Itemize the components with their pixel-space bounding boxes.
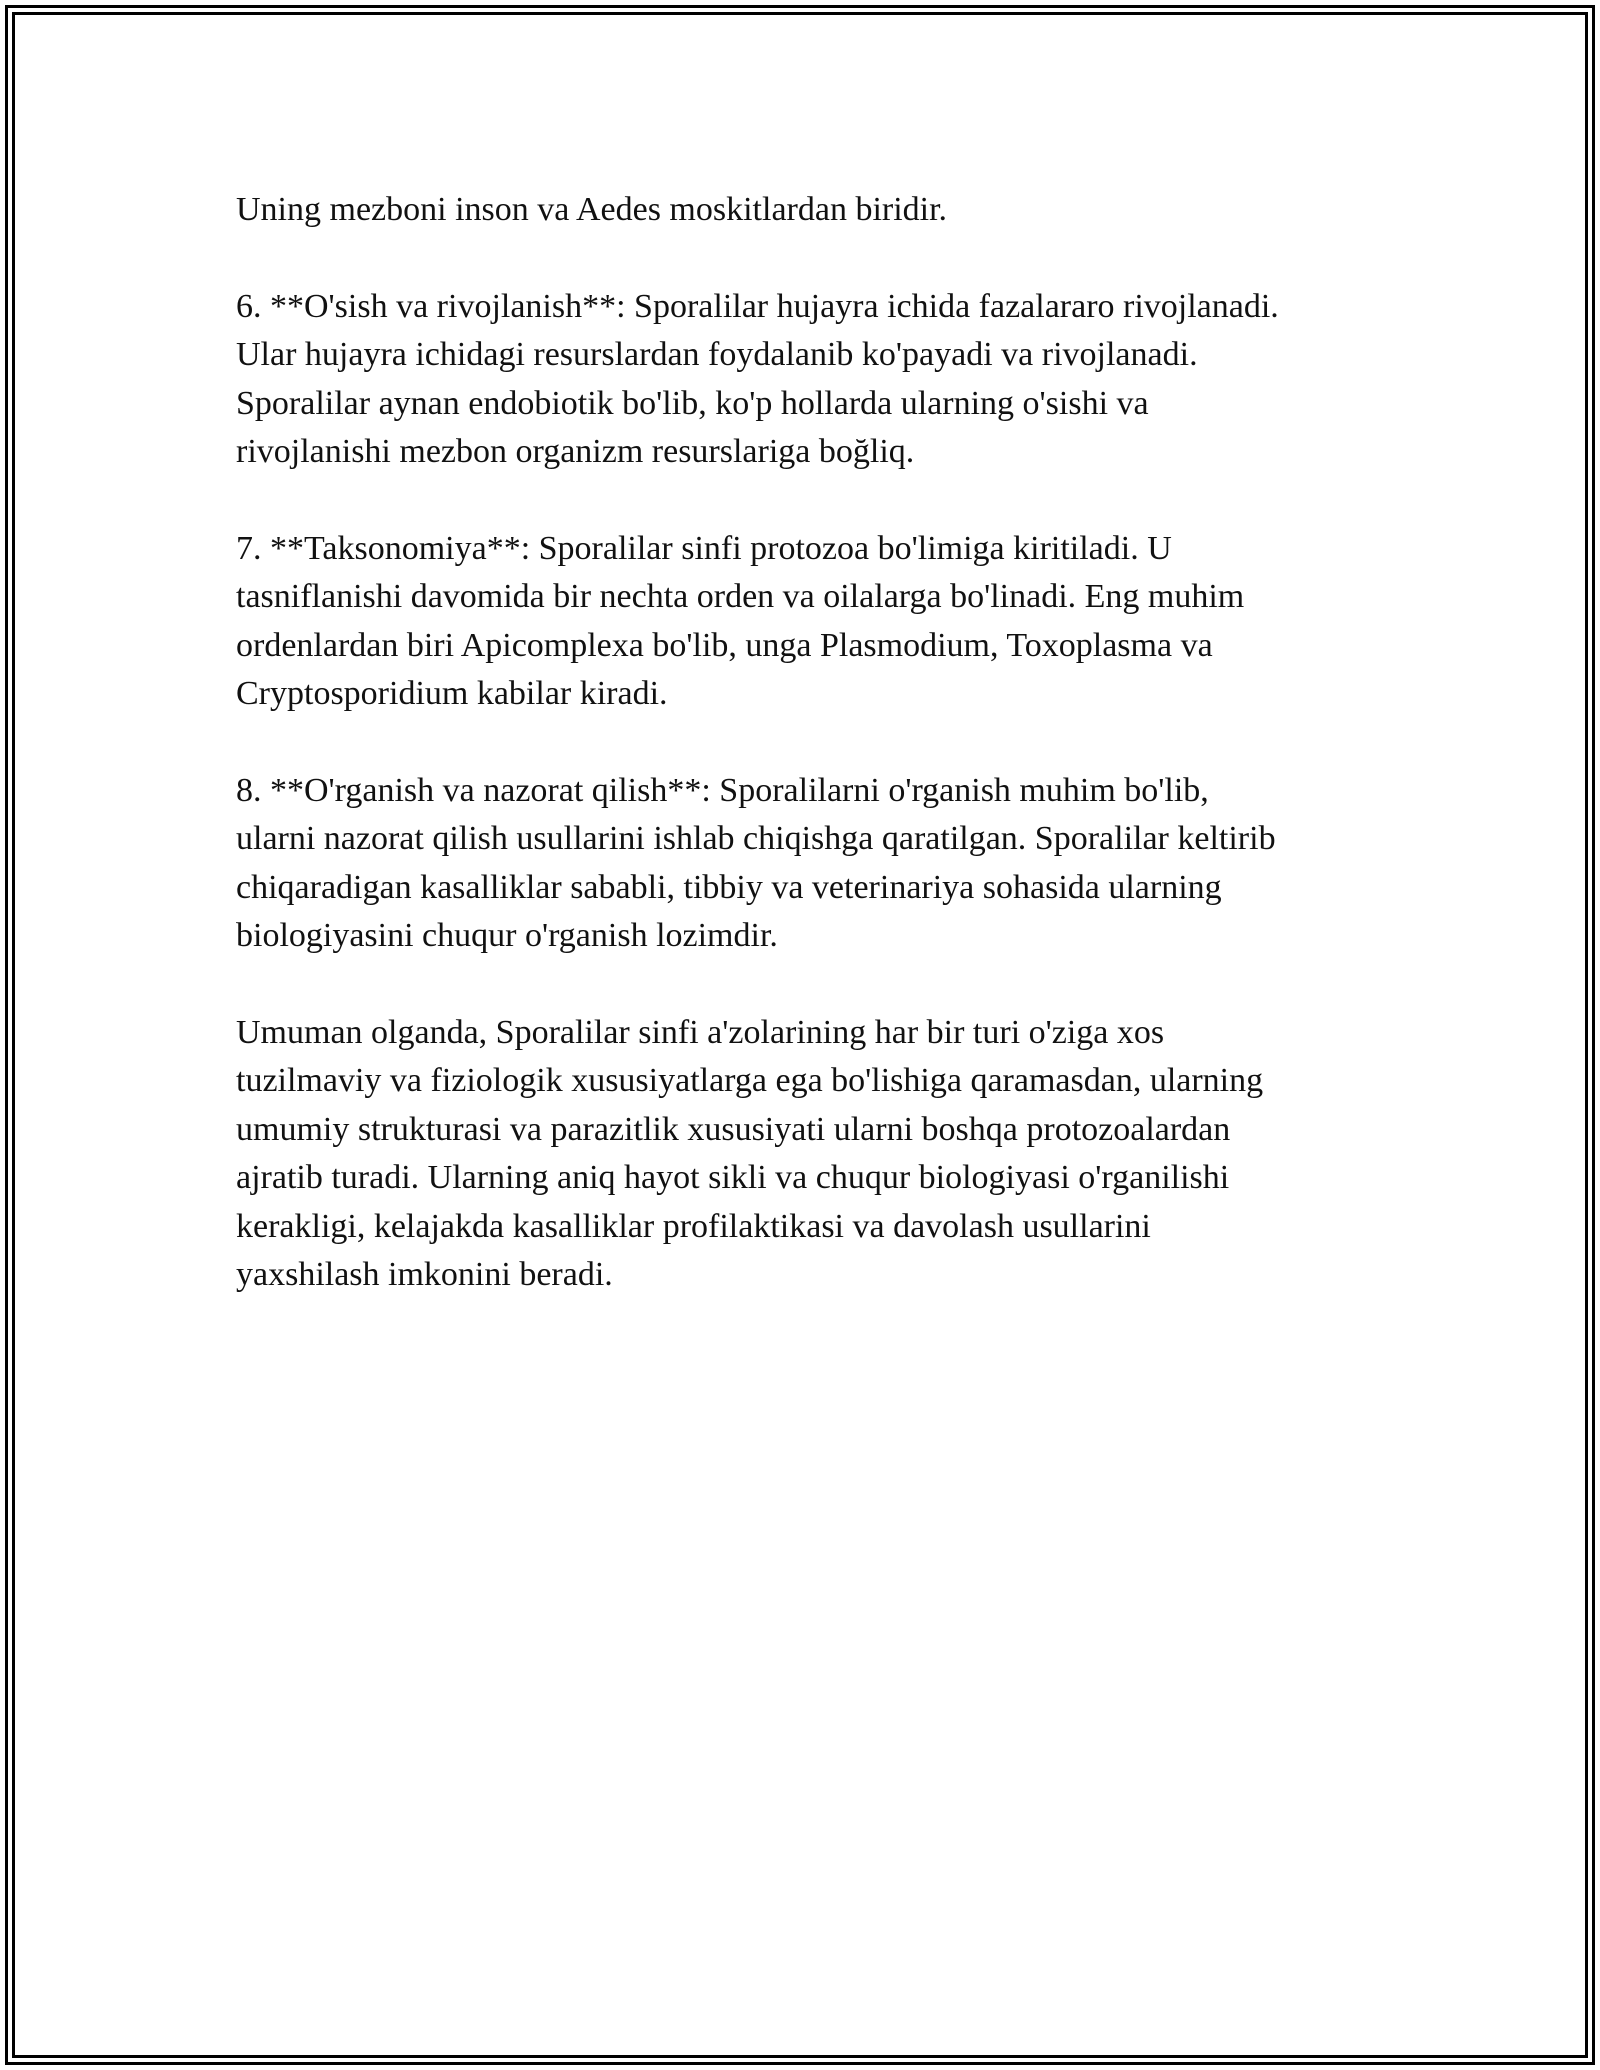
paragraph-study-control: 8. **O'rganish va nazorat qilish**: Sporalilarni o'rganish muhim bo'lib, ularni nazorat qilish usullarini ishlab chiqishga qaratilgan. Sporalilar keltirib chiqaradigan kasalliklar sababli, tibbiy va veterinariya sohasida ularning biologiyasini chuqur o'rganish lozimdir. (236, 771, 1276, 954)
document-body (236, 186, 1386, 1348)
paragraph-host-intro: Uning mezboni inson va Aedes moskitlardan biridir. (236, 191, 948, 228)
paragraph-conclusion: Umuman olganda, Sporalilar sinfi a'zolarining har bir turi o'ziga xos tuzilmaviy va fiziologik xususiyatlarga ega bo'lishiga qaramasdan, ularning umumiy strukturasi va parazitlik xususiyati ularni boshqa protozoalardan ajratib turadi. Ularning aniq hayot sikli va chuqur biologiyasi o'rganilishi kerakligi, kelajakda kasalliklar profilaktikasi va davolash usullarini yaxshilash imkonini beradi. (236, 1013, 1264, 1293)
paragraph-growth-development: 6. **O'sish va rivojlanish**: Sporalilar hujayra ichida fazalararo rivojlanadi. Ular hujayra ichidagi resurslardan foydalanib ko'payadi va rivojlanadi. Sporalilar aynan endobiotik bo'lib, ko'p hollarda ularning o'sishi va rivojlanishi mezbon organizm resurslariga boğliq. (236, 287, 1279, 470)
paragraph-taxonomy: 7. **Taksonomiya**: Sporalilar sinfi protozoa bo'limiga kiritiladi. U tasniflanishi davomida bir nechta orden va oilalarga bo'linadi. Eng muhim ordenlardan biri Apicomplexa bo'lib, unga Plasmodium, Toxoplasma va Cryptosporidium kabilar kiradi. (236, 529, 1245, 712)
